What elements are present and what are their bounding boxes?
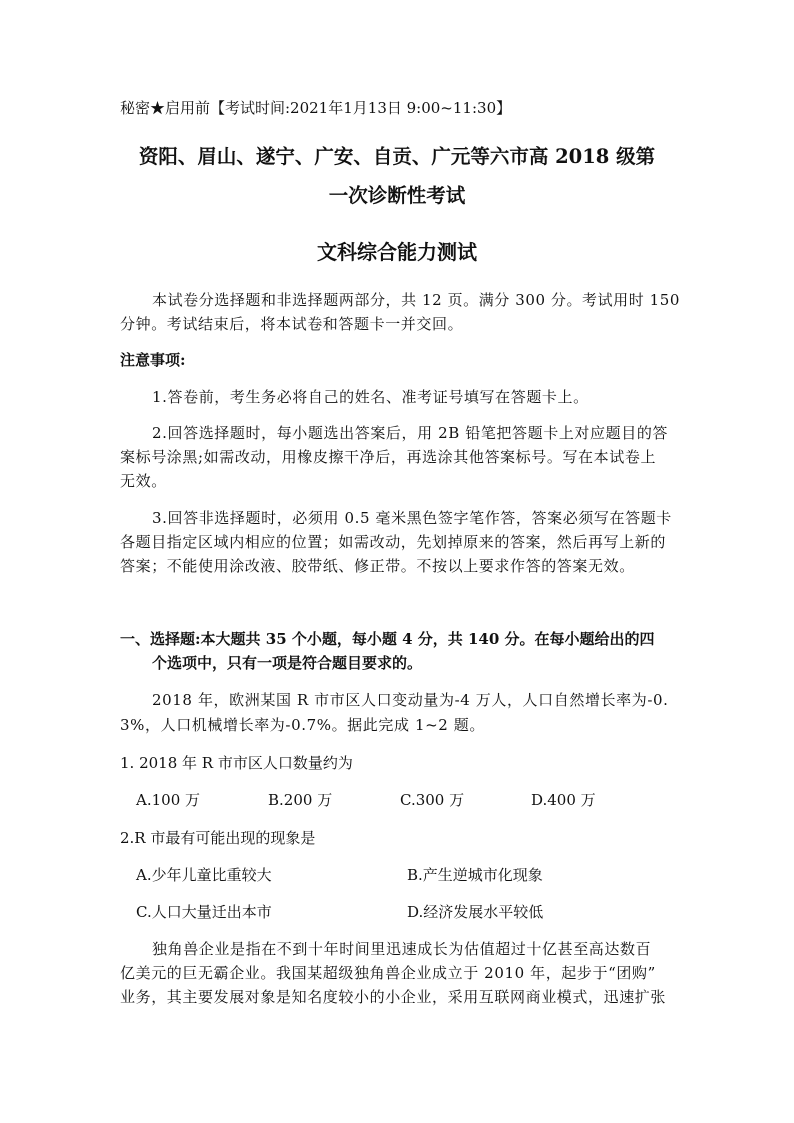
question-1-stem: 1. 2018 年 R 市市区人口数量约为 bbox=[120, 754, 353, 772]
exam-subject-title: 文科综合能力测试 bbox=[317, 240, 477, 264]
note-item-3-line2: 各题目指定区域内相应的位置；如需改动，先划掉原来的答案，然后再写上新的 bbox=[120, 533, 667, 551]
exam-title-line2: 一次诊断性考试 bbox=[328, 184, 466, 207]
question-1-option-b: B.200 万 bbox=[268, 791, 333, 809]
question-1-option-c: C.300 万 bbox=[400, 791, 465, 809]
question-1-option-d: D.400 万 bbox=[531, 791, 596, 809]
note-item-3-line1: 3.回答非选择题时，必须用 0.5 毫米黑色签字笔作答，答案必须写在答题卡 bbox=[152, 509, 672, 527]
note-item-1: 1.答卷前，考生务必将自己的姓名、准考证号填写在答题卡上。 bbox=[152, 388, 589, 406]
passage1-line2: 3%，人口机械增长率为-0.7%。据此完成 1~2 题。 bbox=[120, 716, 485, 734]
intro-line1: 本试卷分选择题和非选择题两部分，共 12 页。满分 300 分。考试用时 150 bbox=[152, 291, 680, 309]
question-1-option-a: A.100 万 bbox=[136, 791, 200, 809]
passage2-line3: 业务，其主要发展对象是知名度较小的小企业，采用互联网商业模式，迅速扩张 bbox=[120, 988, 667, 1006]
note-item-2-line2: 案标号涂黑;如需改动，用橡皮擦干净后，再选涂其他答案标号。写在本试卷上 bbox=[120, 448, 657, 466]
passage1-line1: 2018 年，欧洲某国 R 市市区人口变动量为-4 万人，人口自然增长率为-0. bbox=[152, 691, 669, 709]
section1-heading-line2: 个选项中，只有一项是符合题目要求的。 bbox=[152, 654, 423, 672]
passage2-line1: 独角兽企业是指在不到十年时间里迅速成长为估值超过十亿甚至高达数百 bbox=[152, 940, 652, 958]
intro-line2: 分钟。考试结束后，将本试卷和答题卡一并交回。 bbox=[120, 315, 464, 333]
section1-heading-line1: 一、选择题:本大题共 35 个小题，每小题 4 分，共 140 分。在每小题给出的四 bbox=[120, 630, 655, 648]
note-item-2-line3: 无效。 bbox=[120, 472, 167, 490]
confidential-header: 秘密★启用前【考试时间:2021年1月13日 9:00~11:30】 bbox=[120, 99, 512, 117]
question-2-option-c: C.人口大量迁出本市 bbox=[136, 903, 272, 921]
passage2-line2: 亿美元的巨无霸企业。我国某超级独角兽企业成立于 2010 年，起步于“团购” bbox=[120, 964, 656, 982]
question-2-option-a: A.少年儿童比重较大 bbox=[136, 866, 272, 884]
note-item-3-line3: 答案；不能使用涂改液、胶带纸、修正带。不按以上要求作答的答案无效。 bbox=[120, 557, 635, 575]
notes-heading: 注意事项: bbox=[120, 351, 186, 369]
exam-title-line1: 资阳、眉山、遂宁、广安、自贡、广元等六市高 2018 级第 bbox=[138, 145, 656, 168]
question-2-option-b: B.产生逆城市化现象 bbox=[407, 866, 543, 884]
note-item-2-line1: 2.回答选择题时，每小题选出答案后，用 2B 铅笔把答题卡上对应题目的答 bbox=[152, 424, 669, 442]
question-2-option-d: D.经济发展水平较低 bbox=[407, 903, 544, 921]
question-2-stem: 2.R 市最有可能出现的现象是 bbox=[120, 829, 316, 847]
